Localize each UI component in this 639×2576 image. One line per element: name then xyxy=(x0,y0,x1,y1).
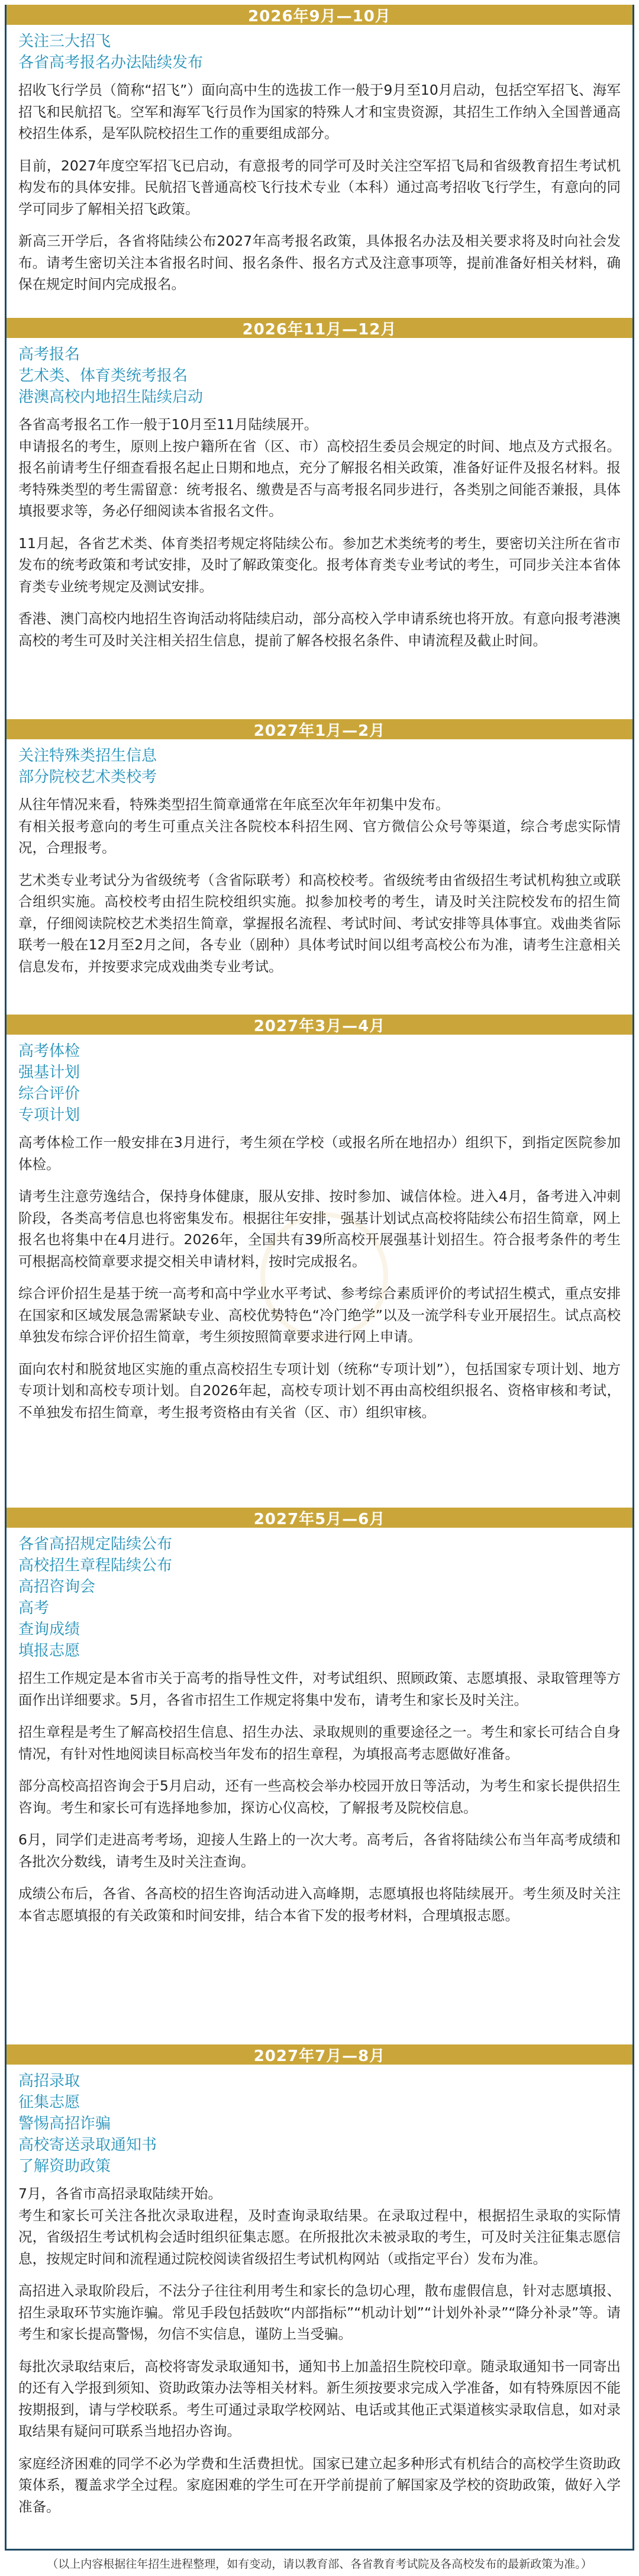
paragraph: 高考体检工作一般安排在3月进行，考生须在学校（或报名所在地招办）组织下，到指定医院参加体检。 xyxy=(18,1134,621,1173)
topic-item: 各省高考报名办法陆续发布 xyxy=(18,54,204,72)
topic-item: 了解资助政策 xyxy=(18,2158,111,2176)
topic-item: 关注特殊类招生信息 xyxy=(18,747,157,765)
paragraph: 面向农村和脱贫地区实施的重点高校招生专项计划（统称“专项计划”），包括国家专项计划、地方专项计划和高校专项计划。自2026年起，高校专项计划不再由高校组织报名、资格审核和考试，不单独发布招生简章，考生报考资格由有关省（区、市）组织审核。 xyxy=(18,1360,621,1421)
section-header-mar-apr: 2027年3月—4月 xyxy=(5,1015,634,1035)
section-header-jul-aug: 2027年7月—8月 xyxy=(5,2044,634,2065)
topic-item: 港澳高校内地招生陆续启动 xyxy=(18,388,204,406)
section-header-may-jun: 2027年5月—6月 xyxy=(5,1508,634,1528)
topic-item: 专项计划 xyxy=(18,1106,80,1125)
topic-item: 查询成绩 xyxy=(18,1621,80,1639)
topic-item: 高招咨询会 xyxy=(18,1578,96,1596)
paragraph: 有相关报考意向的考生可重点关注各院校本科招生网、官方微信公众号等渠道，综合考虑实际情况，合理报考。 xyxy=(18,817,621,856)
topic-item: 关注三大招飞 xyxy=(18,33,111,50)
topic-list xyxy=(18,31,621,73)
paragraph: 7月，各省市高招录取陆续开始。 xyxy=(18,2185,222,2203)
section-body-nov-dec xyxy=(5,338,634,719)
section-body-sep-oct xyxy=(5,25,634,318)
paragraph: 香港、澳门高校内地招生咨询活动将陆续启动，部分高校入学申请系统也将开放。有意向报考港澳高校的考生可及时关注相关招生信息，提前了解各校报名条件、申请流程及截止时间。 xyxy=(18,610,621,649)
paragraph: 部分高校高招咨询会于5月启动，还有一些高校会举办校园开放日等活动，为考生和家长提供招生咨询。考生和家长可有选择地参加，探访心仪高校，了解报考及院校信息。 xyxy=(18,1778,621,1816)
paragraph: 各省高考报名工作一般于10月至11月陆续展开。 xyxy=(18,416,318,433)
topic-item: 综合评价 xyxy=(18,1085,80,1103)
topic-item: 高考 xyxy=(18,1599,50,1618)
section-header-sep-oct: 2026年9月—10月 xyxy=(5,5,634,25)
topic-item: 高校寄送录取通知书 xyxy=(18,2136,157,2155)
topic-list xyxy=(18,344,621,408)
paragraph: 成绩公布后，各省、各高校的招生咨询活动进入高峰期，志愿填报也将陆续展开。考生须及时关注本省志愿填报的有关政策和时间安排，结合本省下发的报考材料，合理填报志愿。 xyxy=(18,1885,621,1924)
section-header-jan-feb: 2027年1月—2月 xyxy=(5,719,634,739)
section-body-may-jun xyxy=(5,1528,634,2044)
paragraph: 招生工作规定是本省市关于高考的指导性文件，对考试组织、照顾政策、志愿填报、录取管理等方面作出详细要求。5月，各省市招生工作规定将集中发布，请考生和家长及时关注。 xyxy=(18,1670,621,1708)
paragraph: 招生章程是考生了解高校招生信息、招生办法、录取规则的重要途径之一。考生和家长可结合自身情况，有针对性地阅读目标高校当年发布的招生章程，为填报高考志愿做好准备。 xyxy=(18,1724,621,1762)
paragraph: 目前，2027年度空军招飞已启动，有意报考的同学可及时关注空军招飞局和省级教育招生考试机构发布的具体安排。民航招飞普通高校飞行技术专业（本科）通过高考招收飞行学生，有意向的同学可同步了解相关招飞政策。 xyxy=(18,157,621,217)
topic-list xyxy=(18,1041,621,1126)
section-body-jan-feb xyxy=(5,739,634,1015)
topic-item: 高考体检 xyxy=(18,1042,80,1061)
paragraph: 请考生注意劳逸结合，保持身体健康，服从安排、按时参加、诚信体检。进入4月，备考进入冲刺阶段，各类高考信息也将密集发布。根据往年安排，强基计划试点高校将陆续公布招生简章，网上报名也将集中在4月进行。2026年，全国共有39所高校开展强基计划招生。符合报考条件的考生可根据高校简章要求提交相关申请材料，按时完成报名。 xyxy=(18,1188,621,1270)
paragraph: 6月，同学们走进高考考场，迎接人生路上的一次大考。高考后，各省将陆续公布当年高考成绩和各批次分数线，请考生及时关注查询。 xyxy=(18,1831,621,1870)
topic-item: 填报志愿 xyxy=(18,1642,80,1660)
topic-item: 高校招生章程陆续公布 xyxy=(18,1557,173,1575)
topic-list xyxy=(18,2071,621,2177)
topic-item: 高考报名 xyxy=(18,346,80,363)
paragraph: 每批次录取结束后，高校将寄发录取通知书，通知书上加盖招生院校印章。随录取通知书一同寄出的还有入学报到须知、资助政策办法等相关材料。新生须按要求完成入学准备，如有特殊原因不能按期报到，请与学校联系。考生可通过录取学校网站、电话或其他正式渠道核实录取信息，如对录取结果有疑问可联系当地招办咨询。 xyxy=(18,2358,621,2440)
paragraph: 新高三开学后，各省将陆续公布2027年高考报名政策，具体报名办法及相关要求将及时向社会发布。请考生密切关注本省报名时间、报名条件、报名方式及注意事项等，提前准备好相关材料，确保在规定时间内完成报名。 xyxy=(18,233,621,292)
topic-list xyxy=(18,1534,621,1661)
section-body-mar-apr xyxy=(5,1035,634,1508)
paragraph: 从往年情况来看，特殊类型招生简章通常在年底至次年年初集中发布。 xyxy=(18,796,450,813)
paragraph: 艺术类专业考试分为省级统考（含省际联考）和高校校考。省级统考由省级招生考试机构独立或联合组织实施。高校校考由招生院校组织实施。拟参加校考的考生，请及时关注院校发布的招生简章，仔细阅读院校艺术类招生简章，掌握报名流程、考试时间、考试安排等具体事宜。戏曲类省际联考一般在12月至2月之间，各专业（剧种）具体考试时间以组考高校公布为准，请考生注意相关信息发布，并按要求完成戏曲类专业考试。 xyxy=(18,871,621,975)
topic-item: 各省高招规定陆续公布 xyxy=(18,1535,173,1554)
paragraph: 考生和家长可关注各批次录取进程，及时查询录取结果。在录取过程中，根据招生录取的实际情况，省级招生考试机构会适时组织征集志愿。在所报批次未被录取的考生，可及时关注征集志愿信息，按规定时间和流程通过院校阅读省级招生考试机构网站（或指定平台）发布为准。 xyxy=(18,2207,621,2267)
topic-list xyxy=(18,745,621,788)
topic-item: 高招录取 xyxy=(18,2072,80,2091)
section-header-nov-dec: 2026年11月—12月 xyxy=(5,318,634,338)
topic-item: 部分院校艺术类校考 xyxy=(18,768,157,787)
paragraph: 11月起，各省艺术类、体育类招考规定将陆续公布。参加艺术类统考的考生，要密切关注所在省市发布的统考政策和考试安排，及时了解政策变化。报考体育类专业考试的考生，可同步关注本省体育类专业统考规定及测试安排。 xyxy=(18,534,621,595)
footer-disclaimer: （以上内容根据往年招生进程整理，如有变动，请以教育部、各省教育考试院及各高校发布的最新政策为准。） xyxy=(47,2558,592,2571)
topic-item: 征集志愿 xyxy=(18,2094,80,2112)
topic-item: 警惕高招诈骗 xyxy=(18,2115,111,2133)
topic-item: 强基计划 xyxy=(18,1064,80,1082)
paragraph: 高招进入录取阶段后，不法分子往往利用考生和家长的急切心理，散布虚假信息，针对志愿填报、招生录取环节实施诈骗。常见手段包括鼓吹“内部指标”“机动计划”“计划外补录”“降分补录”等。请考生和家长提高警惕，勿信不实信息，谨防上当受骗。 xyxy=(18,2282,621,2343)
section-body-jul-aug xyxy=(5,2065,634,2551)
topic-item: 艺术类、体育类统考报名 xyxy=(18,367,188,385)
paragraph: 家庭经济困难的同学不必为学费和生活费担忧。国家已建立起多种形式有机结合的高校学生资助政策体系，覆盖求学全过程。家庭困难的学生可在开学前提前了解国家及学校的资助政策，做好入学准备。 xyxy=(18,2455,621,2515)
paragraph: 招收飞行学员（简称“招飞”）面向高中生的选拔工作一般于9月至10月启动，包括空军招飞、海军招飞和民航招飞。空军和海军飞行员作为国家的特殊人才和宝贵资源，其招生工作纳入全国普通高校招生体系，是军队院校招生工作的重要组成部分。 xyxy=(18,82,621,141)
paragraph: 综合评价招生是基于统一高考和高中学业水平考试、参考综合素质评价的考试招生模式，重点安排在国家和区域发展急需紧缺专业、高校优势特色“冷门绝学”以及一流学科专业开展招生。试点高校单独发布综合评价招生简章，考生须按照简章要求进行网上申请。 xyxy=(18,1285,621,1345)
paragraph: 申请报名的考生，原则上按户籍所在省（区、市）高校招生委员会规定的时间、地点及方式报名。报名前请考生仔细查看报名起止日期和地点，充分了解报名相关政策，准备好证件及报名材料。报考特殊类型的考生需留意：统考报名、缴费是否与高考报名同步进行，各类别之间能否兼报，具体填报要求等，务必仔细阅读本省报名文件。 xyxy=(18,437,621,519)
